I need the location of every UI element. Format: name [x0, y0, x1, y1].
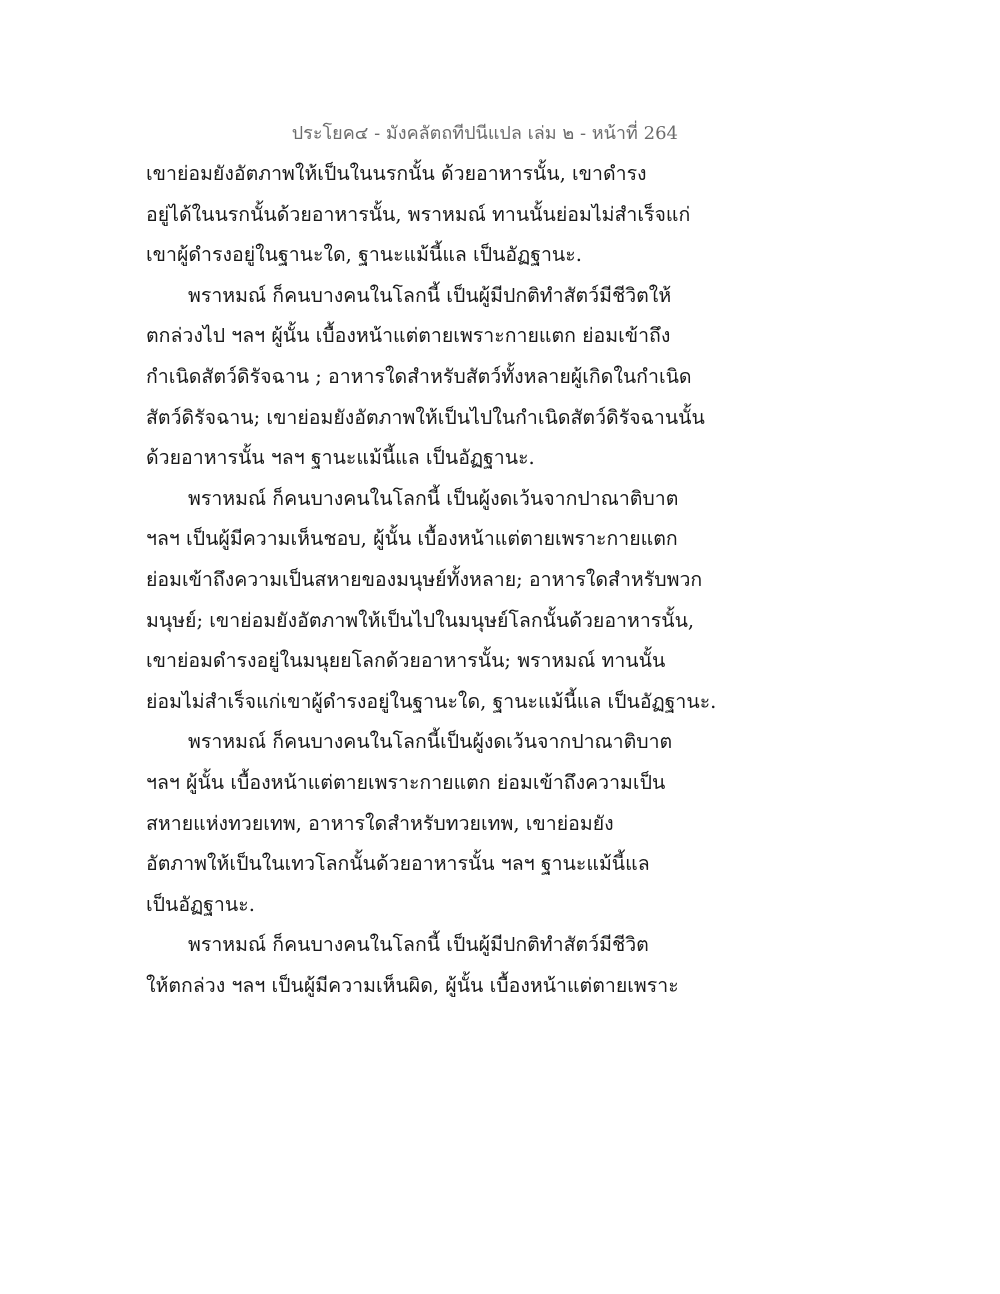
- text-line: ย่อมไม่สำเร็จแก่เขาผู้ดำรงอยู่ในฐานะใด, ฐานะแม้นี้แล เป็นอัฏฐานะ.: [146, 689, 717, 713]
- paragraph-first-line: พราหมณ์ ก็คนบางคนในโลกนี้เป็นผู้งดเว้นจากปาณาติบาต: [188, 730, 673, 754]
- text-line: อยู่ได้ในนรกนั้นด้วยอาหารนั้น, พราหมณ์ ทานนั้นย่อมไม่สำเร็จแก่: [146, 202, 691, 226]
- text-line: ย่อมเข้าถึงความเป็นสหายของมนุษย์ทั้งหลาย; อาหารใดสำหรับพวก: [146, 567, 703, 591]
- paragraph-first-line: พราหมณ์ ก็คนบางคนในโลกนี้ เป็นผู้มีปกติทำสัตว์มีชีวิต: [188, 933, 649, 957]
- text-line: ฯลฯ ผู้นั้น เบื้องหน้าแต่ตายเพราะกายแตก ย่อมเข้าถึงความเป็น: [146, 770, 666, 794]
- text-line: ตกล่วงไป ฯลฯ ผู้นั้น เบื้องหน้าแต่ตายเพราะกายแตก ย่อมเข้าถึง: [146, 324, 671, 348]
- paragraph-first-line: พราหมณ์ ก็คนบางคนในโลกนี้ เป็นผู้มีปกติทำสัตว์มีชีวิตให้: [188, 283, 672, 307]
- text-line: สหายแห่งทวยเทพ, อาหารใดสำหรับทวยเทพ, เขาย่อมยัง: [146, 811, 614, 835]
- text-line: ให้ตกล่วง ฯลฯ เป็นผู้มีความเห็นผิด, ผู้นั้น เบื้องหน้าแต่ตายเพราะ: [146, 973, 679, 997]
- text-line: เขาย่อมยังอัตภาพให้เป็นในนรกนั้น ด้วยอาหารนั้น, เขาดำรง: [146, 162, 647, 185]
- text-line: สัตว์ดิรัจฉาน; เขาย่อมยังอัตภาพให้เป็นไปในกำเนิดสัตว์ดิรัจฉานนั้น: [146, 405, 705, 429]
- text-line: อัตภาพให้เป็นในเทวโลกนั้นด้วยอาหารนั้น ฯลฯ ฐานะแม้นี้แล: [146, 852, 650, 876]
- text-line: เขาผู้ดำรงอยู่ในฐานะใด, ฐานะแม้นี้แล เป็นอัฏฐานะ.: [146, 243, 582, 267]
- text-line: ด้วยอาหารนั้น ฯลฯ ฐานะแม้นี้แล เป็นอัฏฐานะ.: [146, 446, 535, 470]
- text-line: เป็นอัฏฐานะ.: [146, 892, 255, 916]
- paragraph-first-line: พราหมณ์ ก็คนบางคนในโลกนี้ เป็นผู้งดเว้นจากปาณาติบาต: [188, 486, 679, 510]
- text-line: มนุษย์; เขาย่อมยังอัตภาพให้เป็นไปในมนุษย์โลกนั้นด้วยอาหารนั้น,: [146, 608, 695, 632]
- text-line: เขาย่อมดำรงอยู่ในมนุยยโลกด้วยอาหารนั้น; พราหมณ์ ทานนั้น: [146, 649, 666, 673]
- running-header: ประโยค๔ - มังคลัตถทีปนีแปล เล่ม ๒ - หน้าที่ 264: [291, 123, 678, 144]
- text-line: ฯลฯ เป็นผู้มีความเห็นชอบ, ผู้นั้น เบื้องหน้าแต่ตายเพราะกายแตก: [146, 527, 678, 551]
- body-text: [146, 158, 717, 1010]
- text-line: กำเนิดสัตว์ดิรัจฉาน ; อาหารใดสำหรับสัตว์ทั้งหลายผู้เกิดในกำเนิด: [146, 364, 692, 388]
